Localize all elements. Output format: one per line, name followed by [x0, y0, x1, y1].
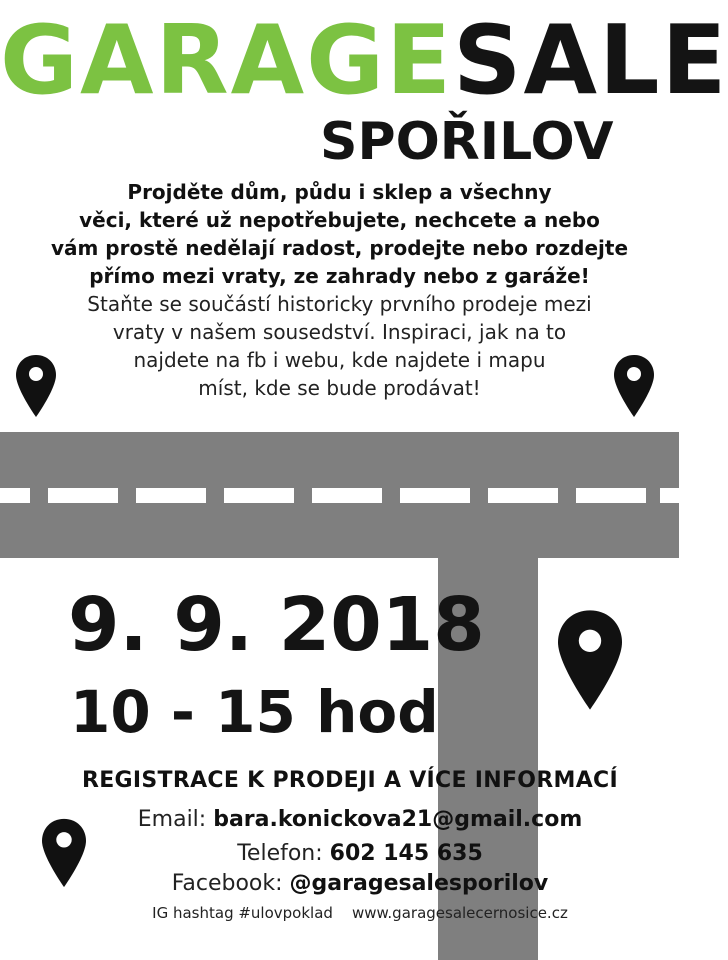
map-pin-icon: [16, 355, 56, 417]
facebook-handle[interactable]: @garagesalesporilov: [289, 871, 549, 896]
phone-number[interactable]: 602 145 635: [329, 841, 483, 866]
phone-line: [90, 840, 630, 868]
intro-regular-line: Staňte se součástí historicky prvního prodeje mezi: [87, 292, 592, 316]
email-label: Email:: [137, 807, 207, 832]
road-marking: [48, 488, 118, 503]
road-marking: [224, 488, 294, 503]
event-hours: 10 - 15 hod: [70, 678, 439, 746]
map-pin-icon: [42, 818, 86, 888]
road-marking: [576, 488, 646, 503]
poster-subtitle: SPOŘILOV: [320, 112, 614, 172]
email-link[interactable]: bara.konickova21@gmail.com: [213, 807, 583, 832]
facebook-line: [90, 870, 630, 898]
intro-regular-line: míst, kde se bude prodávat!: [198, 376, 481, 400]
road-marking: [136, 488, 206, 503]
intro-bold-line: Projděte dům, půdu i sklep a všechny: [127, 180, 552, 204]
facebook-label: Facebook:: [171, 871, 283, 896]
intro-regular-line: najdete na fb i webu, kde najdete i mapu: [133, 348, 546, 372]
road-marking: [488, 488, 558, 503]
intro-bold-line: věci, které už nepotřebujete, nechcete a nebo: [79, 208, 600, 232]
intro-text: [20, 178, 659, 402]
road-marking: [0, 488, 30, 503]
road-marking: [660, 488, 679, 503]
poster-title: [0, 6, 728, 116]
road-marking: [312, 488, 382, 503]
title-garage: GARAGE: [0, 6, 454, 116]
email-line: [90, 806, 630, 834]
intro-bold-line: přímo mezi vraty, ze zahrady nebo z garáže!: [89, 264, 590, 288]
road-marking: [400, 488, 470, 503]
registration-heading: REGISTRACE K PRODEJI A VÍCE INFORMACÍ: [81, 768, 618, 793]
intro-bold-line: vám prostě nedělají radost, prodejte nebo rozdejte: [50, 236, 629, 260]
phone-label: Telefon:: [237, 841, 323, 866]
intro-regular-line: vraty v našem sousedství. Inspiraci, jak na to: [112, 320, 567, 344]
footer-text: IG hashtag #ulovpoklad www.garagesalecernosice.cz: [152, 904, 568, 922]
map-pin-icon: [558, 610, 622, 710]
event-date: 9. 9. 2018: [68, 582, 485, 668]
title-sale: SALE: [453, 6, 728, 116]
map-pin-icon: [614, 355, 654, 417]
